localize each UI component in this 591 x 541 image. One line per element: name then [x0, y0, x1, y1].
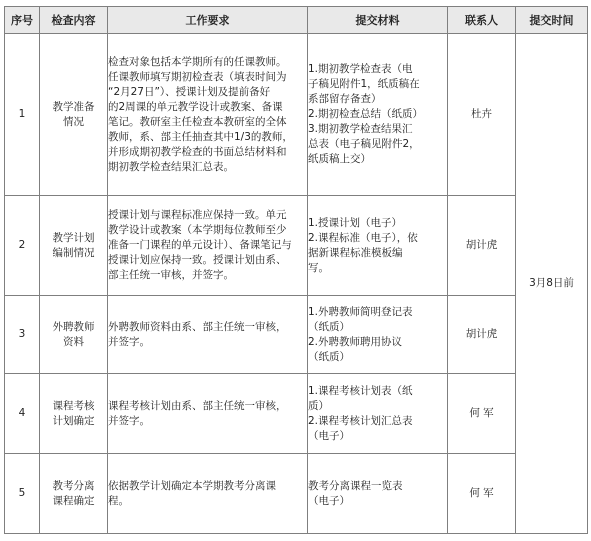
- work-requirement-line: 外聘教师资料由系、部主任统一审核，: [108, 320, 287, 333]
- table-row: [5, 296, 588, 374]
- submit-materials: [308, 454, 448, 534]
- work-requirement-line: 授课计划应保持一致。授课计划由系、: [108, 254, 287, 266]
- work-requirement-line: 部主任统一审核，并签字。: [108, 269, 234, 281]
- work-requirement-line: “2月27日”）、授课计划及提前备好: [108, 85, 271, 98]
- contact-person: [448, 196, 516, 296]
- work-requirement-line: 教师，系、部主任抽查其中1/3的教师，: [108, 130, 293, 143]
- inspection-table-container: [4, 6, 587, 534]
- header-item: 检查内容: [40, 7, 108, 34]
- check-item-line: 教学计划: [52, 231, 95, 244]
- submit-materials-line: 2.期初检查总结（纸质）: [308, 108, 424, 120]
- check-item: [40, 374, 108, 454]
- contact-person-line: 何 军: [469, 487, 494, 499]
- submit-materials-line: 写。: [308, 261, 329, 274]
- submit-materials-line: 1.授课计划（电子）: [308, 216, 403, 229]
- check-item: [40, 34, 108, 196]
- submit-materials-line: 教考分离课程一览表: [308, 479, 403, 492]
- contact-person-line: 胡计虎: [465, 239, 498, 251]
- row-number: 2: [5, 196, 40, 296]
- check-item: [40, 296, 108, 374]
- check-item-line: 资料: [63, 335, 84, 348]
- work-requirement-line: 检查对象包括本学期所有的任课教师。: [108, 55, 287, 68]
- submit-materials-line: 2.课程考核计划汇总表: [308, 414, 413, 427]
- header-deadline: 提交时间: [516, 7, 588, 34]
- check-item-line: 课程考核: [52, 399, 95, 412]
- contact-person: [448, 454, 516, 534]
- work-requirement-line: 笔记。教研室主任检查本教研室的全体: [108, 115, 287, 128]
- work-requirement-line: 任课教师填写期初检查表（填表时间为: [108, 70, 287, 83]
- row-number: 5: [5, 454, 40, 534]
- work-requirement: [108, 196, 308, 296]
- check-item: [40, 196, 108, 296]
- submit-materials: [308, 34, 448, 196]
- check-item-line: 课程确定: [52, 494, 95, 507]
- work-requirement: [108, 296, 308, 374]
- submit-materials-line: 总表（电子稿见附件2，: [308, 138, 420, 150]
- table-row: [5, 196, 588, 296]
- contact-person: [448, 374, 516, 454]
- submit-materials-line: 1.课程考核计划表（纸: [308, 384, 413, 397]
- work-requirement-line: 并签字。: [108, 335, 150, 348]
- submit-materials-line: （纸质）: [308, 350, 350, 363]
- inspection-table: [4, 6, 588, 534]
- header-materials: 提交材料: [308, 7, 448, 34]
- work-requirement: [108, 374, 308, 454]
- work-requirement-line: 并形成期初教学检查的书面总结材料和: [108, 145, 287, 158]
- check-item-line: 教学准备: [52, 100, 95, 113]
- check-item-line: 情况: [63, 115, 84, 128]
- contact-person-line: 胡计虎: [465, 328, 498, 340]
- work-requirement: [108, 454, 308, 534]
- submit-materials-line: （纸质）: [308, 320, 350, 333]
- submit-materials-line: 1.外聘教师简明登记表: [308, 305, 413, 318]
- submit-materials-line: （电子）: [308, 429, 350, 442]
- check-item: [40, 454, 108, 534]
- work-requirement-line: 教学设计或教案（本学期每位教师至少: [108, 224, 287, 236]
- row-number: 1: [5, 34, 40, 196]
- submit-materials-line: 质）: [308, 399, 329, 412]
- work-requirement-line: 准备一门课程的单元设计）、备课笔记与: [108, 239, 292, 251]
- submit-materials-line: 3.期初教学检查结果汇: [308, 123, 413, 135]
- header-requirements: 工作要求: [108, 7, 308, 34]
- contact-person: [448, 296, 516, 374]
- work-requirement: [108, 34, 308, 196]
- work-requirement-line: 程。: [108, 494, 129, 507]
- work-requirement-line: 并签字。: [108, 414, 150, 427]
- submit-materials-line: 系部留存备查）: [308, 93, 382, 105]
- submit-materials-line: 1.期初教学检查表（电: [308, 63, 413, 75]
- check-item-line: 教考分离: [52, 479, 95, 492]
- table-row: [5, 454, 588, 534]
- header-contact: 联系人: [448, 7, 516, 34]
- submit-materials: [308, 296, 448, 374]
- submit-materials-line: （电子）: [308, 494, 350, 507]
- submit-materials-line: 2.外聘教师聘用协议: [308, 335, 403, 348]
- submit-materials-line: 纸质稿上交）: [308, 153, 371, 165]
- row-number: 4: [5, 374, 40, 454]
- check-item-line: 计划确定: [52, 414, 95, 427]
- work-requirement-line: 依据教学计划确定本学期教考分离课: [108, 479, 276, 492]
- header-num: 序号: [5, 7, 40, 34]
- submit-materials-line: 子稿见附件1，纸质稿在: [308, 78, 420, 90]
- check-item-line: 编制情况: [52, 246, 95, 259]
- work-requirement-line: 授课计划与课程标准应保持一致。单元: [108, 209, 287, 221]
- table-row: [5, 34, 588, 196]
- submit-materials-line: 2.课程标准（电子），依: [308, 231, 418, 244]
- contact-person-line: 杜卉: [471, 108, 492, 120]
- table-row: [5, 374, 588, 454]
- check-item-line: 外聘教师: [52, 320, 95, 333]
- contact-person-line: 何 军: [469, 407, 494, 419]
- table-body: [5, 34, 588, 534]
- submit-materials: [308, 196, 448, 296]
- work-requirement-line: 的2周课的单元教学设计或教案、备课: [108, 100, 283, 113]
- header-row: [5, 7, 588, 34]
- contact-person: [448, 34, 516, 196]
- row-number: 3: [5, 296, 40, 374]
- submit-materials: [308, 374, 448, 454]
- work-requirement-line: 课程考核计划由系、部主任统一审核，: [108, 399, 287, 412]
- submit-materials-line: 据新课程标准模板编: [308, 246, 403, 259]
- work-requirement-line: 期初教学检查结果汇总表。: [108, 160, 234, 173]
- deadline-cell: 3月8日前: [516, 34, 588, 534]
